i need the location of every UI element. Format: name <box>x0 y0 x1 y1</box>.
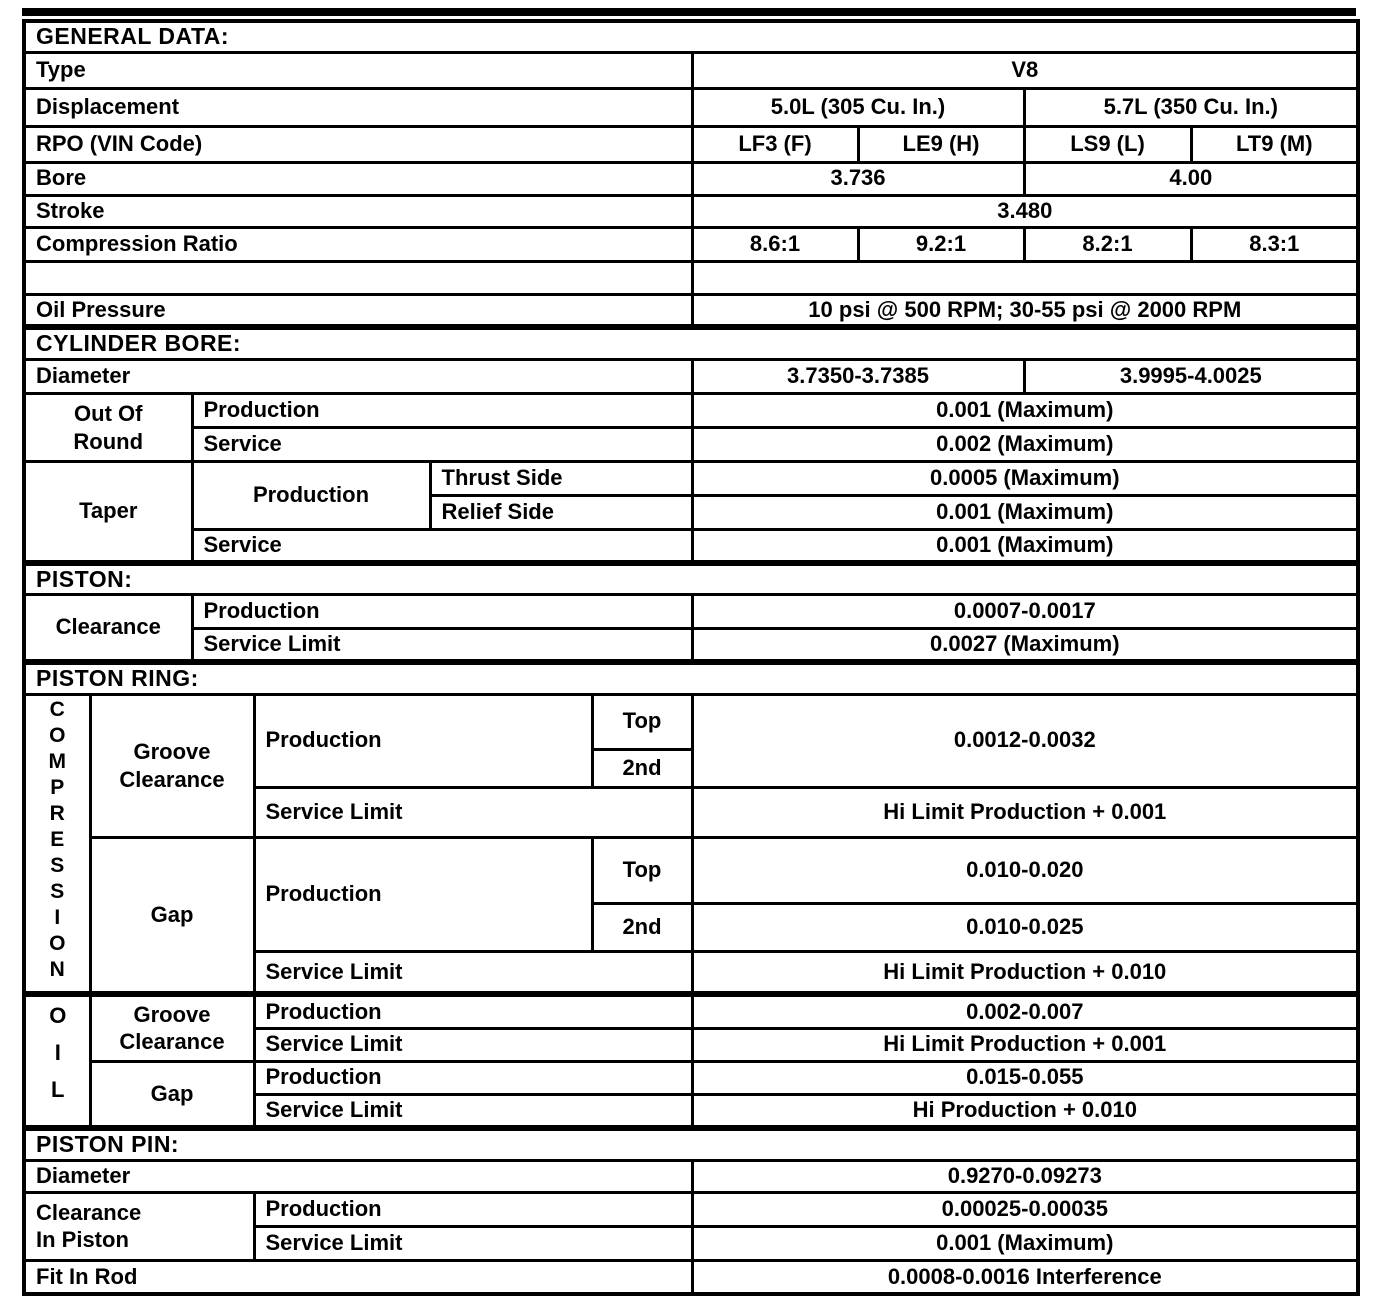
pin-diameter-value: 0.9270-0.09273 <box>692 1160 1358 1192</box>
compression-gap-label: Gap <box>90 837 254 994</box>
compression-gap-top-label: Top <box>592 837 692 903</box>
row-oil-pressure <box>24 294 1358 327</box>
taper-label: Taper <box>24 462 192 563</box>
rpo-value-ls9: LS9 (L) <box>1024 126 1191 162</box>
section-title-piston-ring: PISTON RING: <box>24 662 1358 694</box>
displacement-value-5.7: 5.7L (350 Cu. In.) <box>1024 88 1358 126</box>
compression-groove-production-value: 0.0012-0.0032 <box>692 694 1358 787</box>
piston-clearance-label: Clearance <box>24 595 192 662</box>
row-piston-clearance-service <box>24 629 1358 662</box>
compression-groove-service-label: Service Limit <box>254 787 692 837</box>
section-title-piston-pin: PISTON PIN: <box>24 1128 1358 1160</box>
pin-clearance-label-line1: Clearance <box>36 1199 142 1225</box>
spec-sheet <box>22 8 1356 1296</box>
pin-clearance-service-label: Service Limit <box>254 1226 692 1260</box>
displacement-value-5.0: 5.0L (305 Cu. In.) <box>692 88 1024 126</box>
out-of-round-production-label: Production <box>192 394 692 428</box>
piston-clearance-service-value: 0.0027 (Maximum) <box>692 629 1358 662</box>
taper-relief-side-value: 0.001 (Maximum) <box>692 496 1358 530</box>
bore-diameter-label: Diameter <box>24 360 692 394</box>
oil-pressure-value: 10 psi @ 500 RPM; 30-55 psi @ 2000 RPM <box>692 294 1358 327</box>
oil-gap-production-value: 0.015-0.055 <box>692 1061 1358 1094</box>
row-bore-diameter <box>24 360 1358 394</box>
row-rpo <box>24 126 1358 162</box>
row-bore <box>24 162 1358 195</box>
oil-gap-service-label: Service Limit <box>254 1094 692 1128</box>
oil-groove-production-label: Production <box>254 994 692 1028</box>
groove-label-line1: Groove <box>133 739 211 764</box>
bore-value-1: 3.736 <box>692 162 1024 195</box>
compression-vertical-label-cell <box>24 694 90 994</box>
out-of-round-service-label: Service <box>192 428 692 462</box>
oil-gap-service-value: Hi Production + 0.010 <box>692 1094 1358 1128</box>
oil-groove-service-label: Service Limit <box>254 1028 692 1061</box>
oil-groove-label-line1: Groove <box>133 1001 211 1027</box>
row-blank <box>24 261 1358 294</box>
type-label: Type <box>24 52 692 88</box>
taper-thrust-side-value: 0.0005 (Maximum) <box>692 462 1358 496</box>
out-of-round-label-line2: Round <box>73 428 144 454</box>
section-header-row-general <box>24 21 1358 52</box>
row-oil-groove-production <box>24 994 1358 1028</box>
oil-vertical-label-cell <box>24 994 90 1128</box>
compression-gap-service-label: Service Limit <box>254 951 692 994</box>
row-out-of-round-service <box>24 428 1358 462</box>
compression-ratio-label: Compression Ratio <box>24 227 692 261</box>
oil-groove-production-value: 0.002-0.007 <box>692 994 1358 1028</box>
pin-clearance-in-piston-label <box>24 1192 254 1260</box>
oil-groove-label-line2: Clearance <box>119 1029 225 1055</box>
out-of-round-production-value: 0.001 (Maximum) <box>692 394 1358 428</box>
fit-in-rod-value: 0.0008-0.0016 Interference <box>692 1260 1358 1294</box>
groove-label-line2: Clearance <box>119 766 225 792</box>
row-compression-groove-top <box>24 694 1358 749</box>
compression-groove-service-value: Hi Limit Production + 0.001 <box>692 787 1358 837</box>
compression-vertical-label: COMPRESSION <box>45 697 69 984</box>
taper-relief-side-label: Relief Side <box>430 496 692 530</box>
section-header-row-piston-ring <box>24 662 1358 694</box>
top-border-bar <box>22 8 1356 16</box>
stroke-value: 3.480 <box>692 195 1358 227</box>
compression-gap-service-value: Hi Limit Production + 0.010 <box>692 951 1358 994</box>
rpo-label: RPO (VIN Code) <box>24 126 692 162</box>
bore-label: Bore <box>24 162 692 195</box>
bore-value-2: 4.00 <box>1024 162 1358 195</box>
piston-clearance-production-label: Production <box>192 595 692 629</box>
out-of-round-label <box>24 394 192 462</box>
blank-label-cell <box>24 261 692 294</box>
compression-ratio-value-3: 8.2:1 <box>1024 227 1191 261</box>
type-value: V8 <box>692 52 1358 88</box>
section-title-cylinder-bore: CYLINDER BORE: <box>24 327 1358 359</box>
row-fit-in-rod <box>24 1260 1358 1294</box>
pin-clearance-production-label: Production <box>254 1192 692 1226</box>
compression-groove-production-label: Production <box>254 694 592 787</box>
engine-spec-table <box>22 19 1360 1296</box>
stroke-label: Stroke <box>24 195 692 227</box>
section-header-row-piston <box>24 563 1358 595</box>
taper-thrust-side-label: Thrust Side <box>430 462 692 496</box>
fit-in-rod-label: Fit In Rod <box>24 1260 692 1294</box>
rpo-value-lt9: LT9 (M) <box>1191 126 1358 162</box>
taper-service-label: Service <box>192 530 692 563</box>
rpo-value-le9: LE9 (H) <box>858 126 1024 162</box>
row-out-of-round-production <box>24 394 1358 428</box>
blank-value-cell <box>692 261 1358 294</box>
section-title-piston: PISTON: <box>24 563 1358 595</box>
pin-clearance-production-value: 0.00025-0.00035 <box>692 1192 1358 1226</box>
displacement-label: Displacement <box>24 88 692 126</box>
compression-groove-top-label: Top <box>592 694 692 749</box>
row-taper-service <box>24 530 1358 563</box>
out-of-round-label-line1: Out Of <box>74 401 143 426</box>
compression-gap-2nd-label: 2nd <box>592 903 692 951</box>
row-pin-clearance-production <box>24 1192 1358 1226</box>
compression-ratio-value-4: 8.3:1 <box>1191 227 1358 261</box>
compression-gap-2nd-value: 0.010-0.025 <box>692 903 1358 951</box>
section-header-row-piston-pin <box>24 1128 1358 1160</box>
row-pin-diameter <box>24 1160 1358 1192</box>
oil-pressure-label: Oil Pressure <box>24 294 692 327</box>
compression-groove-clearance-label <box>90 694 254 837</box>
pin-clearance-label-line2: In Piston <box>36 1227 129 1253</box>
row-stroke <box>24 195 1358 227</box>
oil-vertical-label: OIL <box>45 1002 71 1114</box>
compression-groove-2nd-label: 2nd <box>592 749 692 787</box>
section-header-row-cylinder-bore <box>24 327 1358 359</box>
oil-groove-service-value: Hi Limit Production + 0.001 <box>692 1028 1358 1061</box>
piston-clearance-service-label: Service Limit <box>192 629 692 662</box>
pin-diameter-label: Diameter <box>24 1160 692 1192</box>
rpo-value-lf3: LF3 (F) <box>692 126 858 162</box>
bore-diameter-value-1: 3.7350-3.7385 <box>692 360 1024 394</box>
out-of-round-service-value: 0.002 (Maximum) <box>692 428 1358 462</box>
row-compression-ratio <box>24 227 1358 261</box>
row-type <box>24 52 1358 88</box>
row-displacement <box>24 88 1358 126</box>
row-taper-thrust <box>24 462 1358 496</box>
piston-clearance-production-value: 0.0007-0.0017 <box>692 595 1358 629</box>
compression-gap-production-label: Production <box>254 837 592 951</box>
bore-diameter-value-2: 3.9995-4.0025 <box>1024 360 1358 394</box>
section-title-general: GENERAL DATA: <box>24 21 1358 52</box>
row-oil-gap-production <box>24 1061 1358 1094</box>
oil-gap-label: Gap <box>90 1061 254 1128</box>
oil-gap-production-label: Production <box>254 1061 692 1094</box>
taper-service-value: 0.001 (Maximum) <box>692 530 1358 563</box>
compression-ratio-value-1: 8.6:1 <box>692 227 858 261</box>
compression-ratio-value-2: 9.2:1 <box>858 227 1024 261</box>
row-compression-gap-top <box>24 837 1358 903</box>
compression-gap-top-value: 0.010-0.020 <box>692 837 1358 903</box>
row-piston-clearance-production <box>24 595 1358 629</box>
oil-groove-clearance-label <box>90 994 254 1061</box>
pin-clearance-service-value: 0.001 (Maximum) <box>692 1226 1358 1260</box>
taper-production-label: Production <box>192 462 430 530</box>
